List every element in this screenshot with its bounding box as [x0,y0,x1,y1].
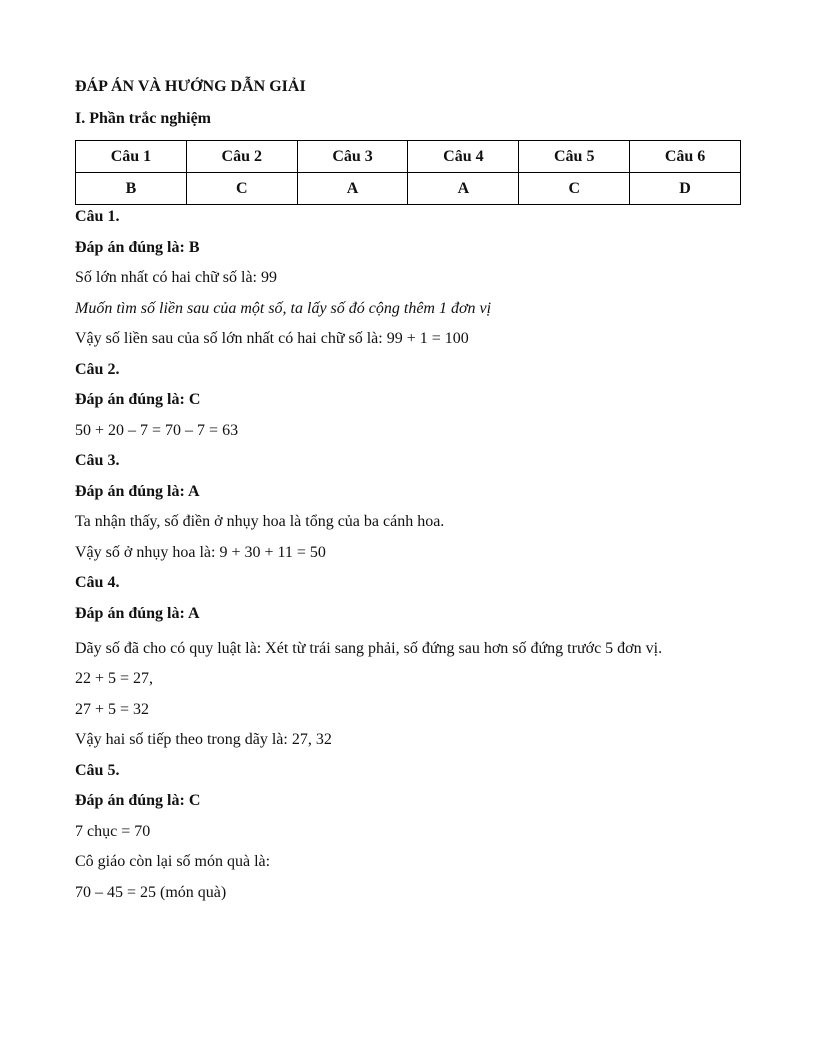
document-title: ĐÁP ÁN VÀ HƯỚNG DẪN GIẢI [75,78,306,95]
explanation-line: Ta nhận thấy, số điền ở nhụy hoa là tổng của ba cánh hoa. [75,513,445,530]
correct-answer: Đáp án đúng là: A [75,604,200,622]
answer-table-header-row [76,141,741,173]
table-header-cell: Câu 5 [519,141,630,173]
answer-table-answer-row [76,173,741,205]
explanation-line: 22 + 5 = 27, [75,670,154,687]
explanation-note: Muốn tìm số liền sau của một số, ta lấy số đó cộng thêm 1 đơn vị [75,299,492,317]
explanation-line: Số lớn nhất có hai chữ số là: 99 [75,269,277,286]
question-heading: Câu 5. [75,761,120,779]
section-heading: I. Phần trắc nghiệm [75,110,211,127]
table-answer-cell: D [630,173,741,205]
explanation-line: Vậy hai số tiếp theo trong dãy là: 27, 32 [75,731,332,748]
answer-table [75,140,741,205]
solution-content [75,205,741,911]
explanation-line: 7 chục = 70 [75,822,151,840]
table-answer-cell: C [519,173,630,205]
table-answer-cell: C [186,173,297,205]
table-header-cell: Câu 1 [76,141,187,173]
question-heading: Câu 1. [75,208,120,225]
correct-answer: Đáp án đúng là: A [75,482,200,500]
correct-answer: Đáp án đúng là: C [75,792,201,809]
question-heading: Câu 4. [75,574,120,591]
question-heading: Câu 2. [75,360,120,378]
table-header-cell: Câu 6 [630,141,741,173]
explanation-line: 50 + 20 – 7 = 70 – 7 = 63 [75,421,239,439]
explanation-line: Vậy số liền sau của số lớn nhất có hai chữ số là: 99 + 1 = 100 [75,330,469,347]
table-answer-cell: A [408,173,519,205]
table-answer-cell: B [76,173,187,205]
table-header-cell: Câu 4 [408,141,519,173]
table-header-cell: Câu 3 [297,141,408,173]
explanation-line: 27 + 5 = 32 [75,700,150,718]
explanation-line: Cô giáo còn lại số món quà là: [75,853,271,870]
explanation-line: Vậy số ở nhụy hoa là: 9 + 30 + 11 = 50 [75,543,326,561]
table-header-cell: Câu 2 [186,141,297,173]
question-heading: Câu 3. [75,452,120,469]
explanation-line: Dãy số đã cho có quy luật là: Xét từ trái sang phải, số đứng sau hơn số đứng trước 5 đơn vị. [75,640,663,657]
correct-answer: Đáp án đúng là: B [75,238,200,256]
table-answer-cell: A [297,173,408,205]
correct-answer: Đáp án đúng là: C [75,391,201,408]
explanation-line: 70 – 45 = 25 (món quà) [75,883,227,901]
